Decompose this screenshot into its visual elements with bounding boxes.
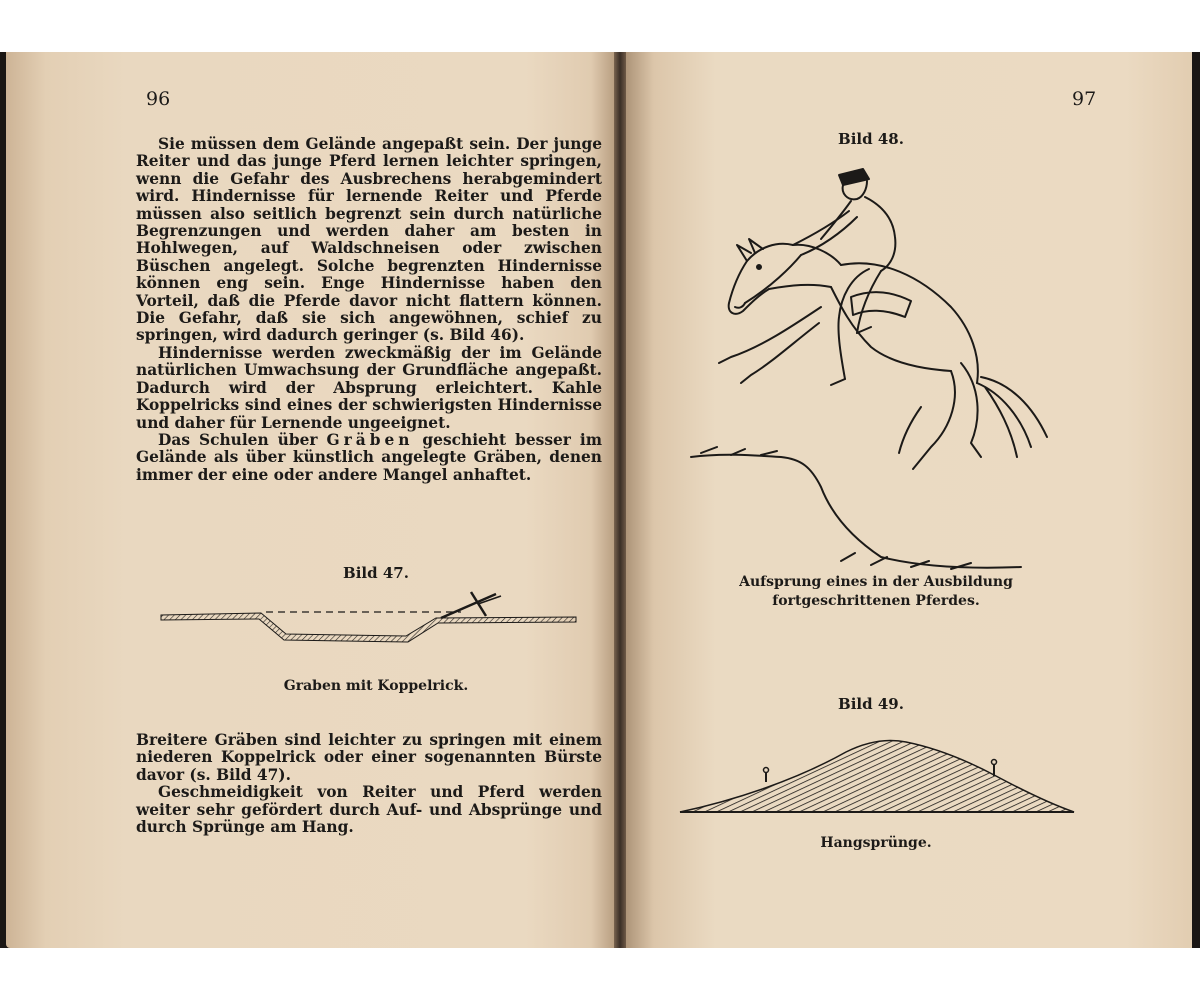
paragraph: Sie müssen dem Gelände angepaßt sein. Der junge Reiter und das junge Pferd lernen leichter springen, wenn die Gefahr des Ausbrechens herabgemindert wird. Hindernisse für lernende Reiter und Pferde müssen also seitlich begrenzt sein durch natürliche Begrenzungen und werden daher am besten in Hohlwegen, auf Waldschneisen oder zwischen Büschen angelegt. Solche begrenzten Hindernisse können eng sein. Enge Hindernisse haben den Vorteil, daß die Pferde davor nicht flattern können. Die Gefahr, daß sie sich angewöhnen, schief zu springen, wird dadurch geringer (s. Bild 46). bbox=[136, 135, 602, 345]
slope-illustration bbox=[676, 720, 1076, 820]
left-text-block-top bbox=[136, 136, 602, 484]
book-gutter bbox=[614, 52, 626, 948]
horse-jumping-illustration bbox=[681, 157, 1081, 577]
paragraph-text: geschieht besser im Gelände als über künstlich angelegte Gräben, denen immer der eine oder andere Mangel anhaftet. bbox=[136, 430, 602, 484]
paragraph: Geschmeidigkeit von Reiter und Pferd werden weiter sehr gefördert durch Auf- und Absprünge und durch Sprünge am Hang. bbox=[136, 783, 602, 837]
figure-caption-bild-47: Graben mit Koppelrick. bbox=[283, 678, 469, 694]
paragraph: Hindernisse werden zweckmäßig der im Gelände natürlichen Umwachsung der Grundfläche angepaßt. Dadurch wird der Absprung erleichtert. Kahle Koppelricks sind eines der schwierigsten Hindernisse und daher für Lernende ungeeignet. bbox=[136, 343, 602, 432]
caption-line: fortgeschrittenen Pferdes. bbox=[772, 593, 980, 609]
spaced-word: Gräben bbox=[326, 430, 414, 449]
paragraph: Breitere Gräben sind leichter zu springen mit einem niederen Koppelrick oder einer sogenannten Bürste davor (s. Bild 47). bbox=[136, 731, 602, 784]
page-number-left: 96 bbox=[146, 88, 171, 110]
right-page bbox=[626, 52, 1192, 948]
caption-line: Aufsprung eines in der Ausbildung bbox=[739, 574, 1013, 590]
open-book bbox=[0, 52, 1200, 948]
figure-label-bild-48: Bild 48. bbox=[838, 130, 904, 148]
figure-caption-bild-49: Hangsprünge. bbox=[820, 835, 932, 851]
figure-label-bild-47: Bild 47. bbox=[343, 564, 409, 582]
paragraph bbox=[136, 432, 602, 484]
paragraph-text: Das Schulen über bbox=[158, 430, 327, 449]
left-text-block-bottom bbox=[136, 732, 602, 836]
figure-caption-bild-48 bbox=[706, 573, 1046, 611]
ditch-illustration bbox=[156, 582, 586, 642]
left-page bbox=[6, 52, 614, 948]
page-number-right: 97 bbox=[1072, 88, 1097, 110]
figure-label-bild-49: Bild 49. bbox=[838, 695, 904, 713]
